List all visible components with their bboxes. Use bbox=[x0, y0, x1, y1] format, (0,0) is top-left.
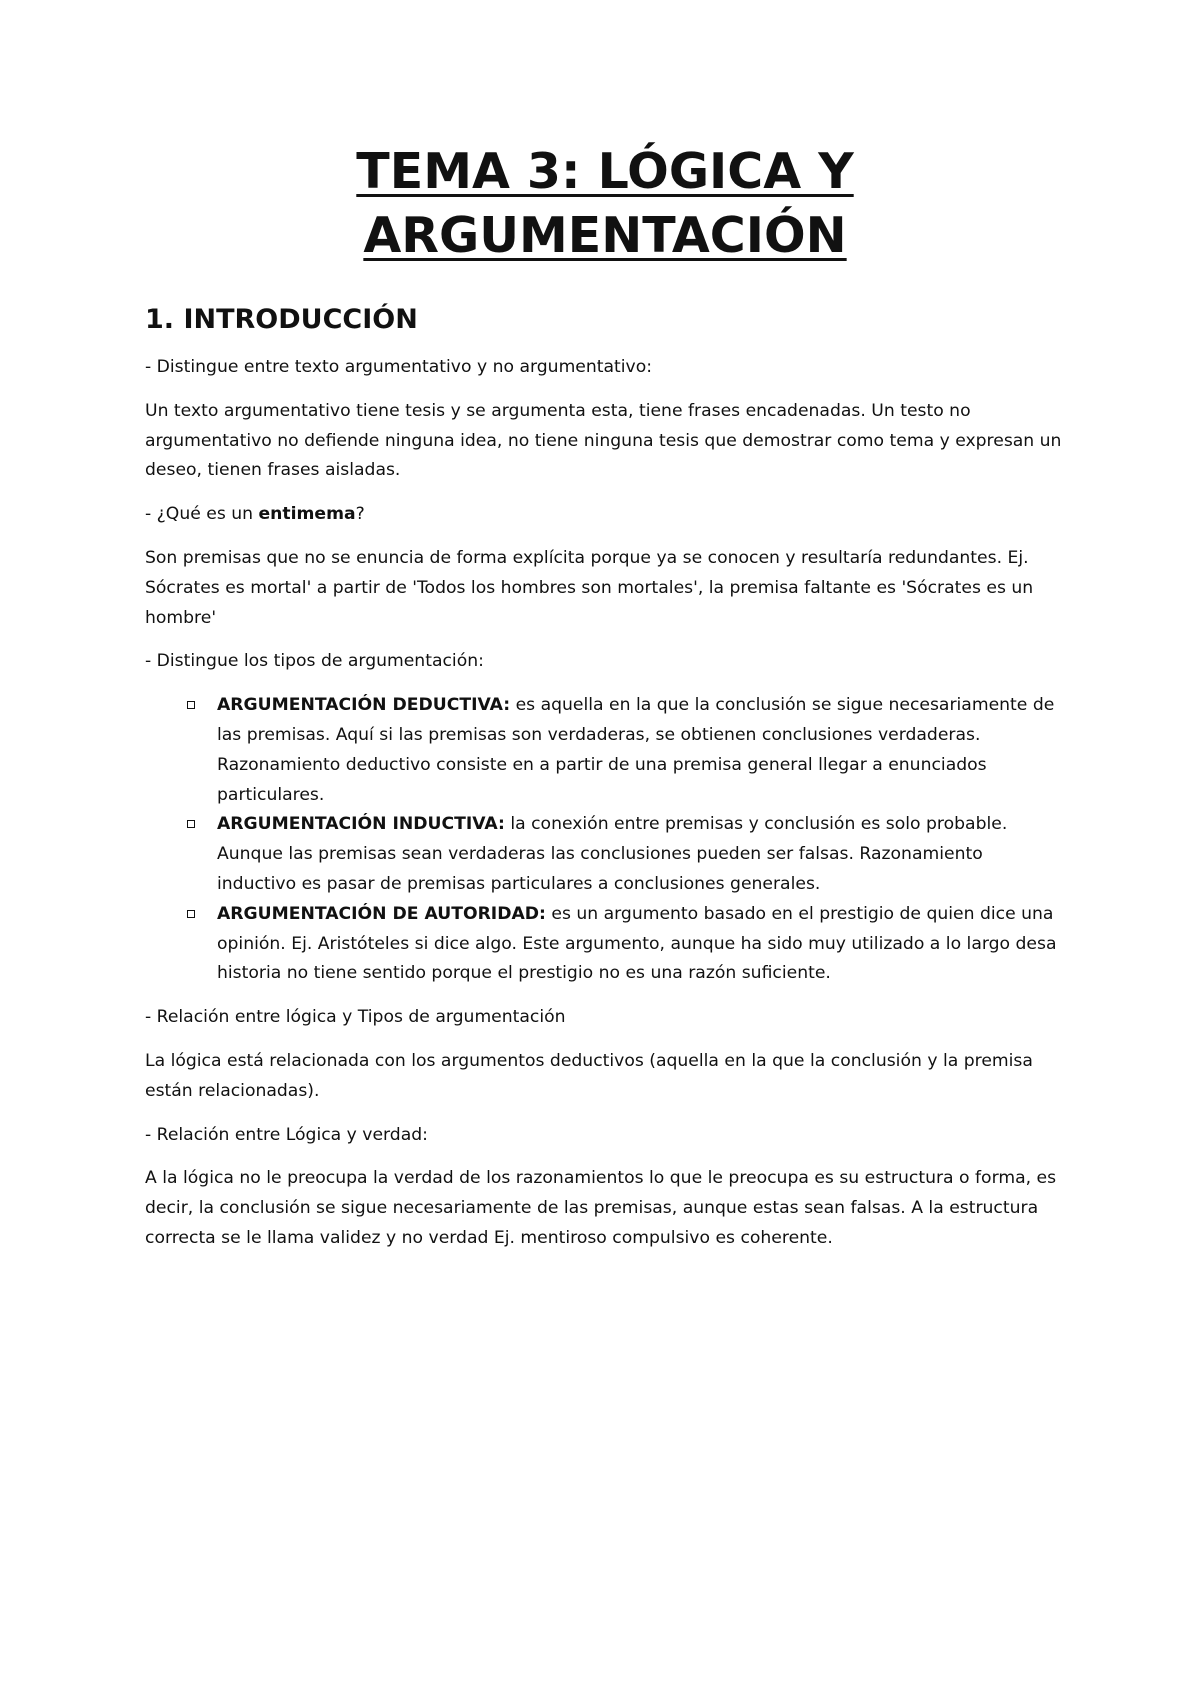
type-label: ARGUMENTACIÓN INDUCTIVA: bbox=[217, 814, 505, 835]
question-entimema bbox=[145, 500, 1065, 530]
question-tipos: - Distingue los tipos de argumentación: bbox=[145, 651, 484, 672]
list-item-autoridad bbox=[217, 900, 1065, 989]
question-logica-tipos: - Relación entre lógica y Tipos de argumentación bbox=[145, 1007, 566, 1028]
bullet-square-icon bbox=[187, 701, 195, 709]
answer-logica-tipos: La lógica está relacionada con los argumentos deductivos (aquella en la que la conclusión y la premisa están relacionadas). bbox=[145, 1050, 1033, 1101]
argument-types-list bbox=[145, 691, 1065, 989]
answer-argumentativo: Un texto argumentativo tiene tesis y se argumenta esta, tiene frases encadenadas. Un testo no argumentativo no defiende ninguna idea, no tiene ninguna tesis que demostrar como tema y expresan un deseo, tienen frases aisladas. bbox=[145, 400, 1062, 481]
type-text: es un argumento basado en el prestigio de quien dice una opinión. Ej. Aristóteles si dice algo. Este argumento, aunque ha sido muy utilizado a lo largo desa historia no tiene sentido porque el prestigio no es una razón suficiente. bbox=[217, 903, 1057, 984]
question-entimema-prefix: - ¿Qué es un bbox=[145, 504, 259, 525]
section-heading-introduccion: 1. INTRODUCCIÓN bbox=[145, 304, 418, 335]
title-line-1: TEMA 3: LÓGICA Y bbox=[356, 143, 854, 200]
type-label: ARGUMENTACIÓN DEDUCTIVA: bbox=[217, 695, 511, 716]
list-item-deductiva bbox=[217, 691, 1065, 810]
document-title bbox=[145, 140, 1065, 268]
type-text: la conexión entre premisas y conclusión es solo probable. Aunque las premisas sean verdaderas las conclusiones pueden ser falsas. Razonamiento inductivo es pasar de premisas particulares a conclusiones generales. bbox=[217, 814, 1008, 894]
answer-entimema: Son premisas que no se enuncia de forma explícita porque ya se conocen y resultaría redundantes. Ej. Sócrates es mortal' a partir de 'Todos los hombres son mortales', la premisa faltante es 'Sócrates es un hombre' bbox=[145, 547, 1034, 628]
bullet-square-icon bbox=[187, 820, 195, 828]
type-label: ARGUMENTACIÓN DE AUTORIDAD: bbox=[217, 903, 546, 924]
list-item-inductiva bbox=[217, 810, 1065, 899]
type-text: es aquella en la que la conclusión se sigue necesariamente de las premisas. Aquí si las premisas son verdaderas, se obtienen conclusiones verdaderas. Razonamiento deductivo consiste en a partir de una premisa general llegar a enunciados particulares. bbox=[217, 695, 1055, 805]
question-entimema-suffix: ? bbox=[355, 504, 365, 525]
question-argumentativo: - Distingue entre texto argumentativo y no argumentativo: bbox=[145, 357, 653, 377]
title-line-2: ARGUMENTACIÓN bbox=[363, 207, 847, 264]
document-page bbox=[145, 140, 1065, 1254]
question-logica-verdad: - Relación entre Lógica y verdad: bbox=[145, 1124, 428, 1145]
answer-logica-verdad: A la lógica no le preocupa la verdad de los razonamientos lo que le preocupa es su estructura o forma, es decir, la conclusión se sigue necesariamente de las premisas, aunque estas sean falsas. A la estructura correcta se le llama validez y no verdad Ej. mentiroso compulsivo es coherente. bbox=[145, 1168, 1057, 1248]
term-entimema: entimema bbox=[258, 504, 356, 525]
bullet-square-icon bbox=[187, 910, 195, 918]
